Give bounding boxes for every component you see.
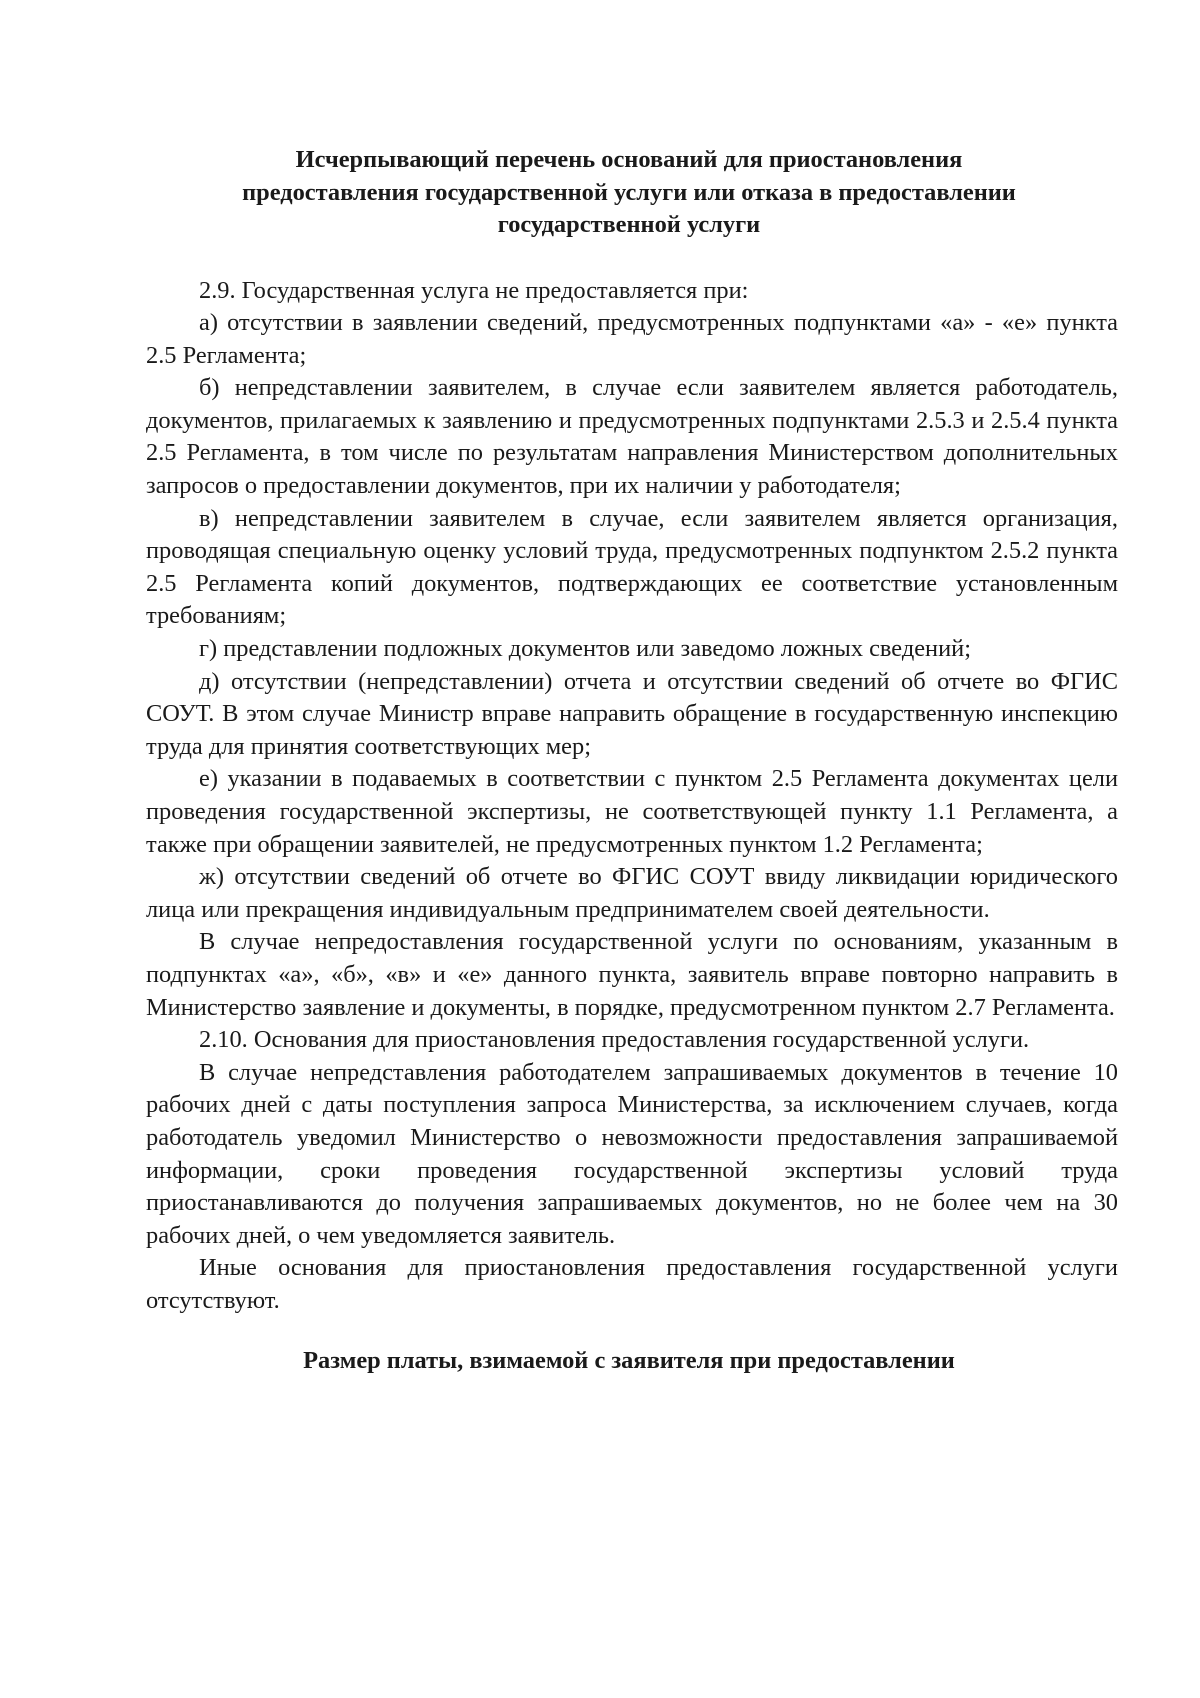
paragraph-item-b: б) непредставлении заявителем, в случае если заявителем является работодатель, документов, прилагаемых к заявлению и предусмотренных подпунктами 2.5.3 и 2.5.4 пункта 2.5 Регламента, в том числе по результатам направления Министерством дополнительных запросов о предоставлении документов, при их наличии у работодателя;	[146, 374, 1118, 500]
paragraph-suspension: В случае непредставления работодателем запрашиваемых документов в течение 10 рабочих дней с даты поступления запроса Министерства, за исключением случаев, когда работодатель уведомил Министерство о невозможности предоставления запрашиваемой информации, сроки проведения государственной экспертизы условий труда приостанавливаются до получения запрашиваемых документов, но не более чем на 30 рабочих дней, о чем уведомляется заявитель.	[146, 1058, 1118, 1249]
paragraph-item-a: а) отсутствии в заявлении сведений, предусмотренных подпунктами «а» - «е» пункта 2.5 Регламента;	[146, 309, 1118, 369]
heading-line-2: предоставления государственной услуги или отказа в предоставлении	[242, 178, 1016, 206]
paragraph-item-g: г) представлении подложных документов или заведомо ложных сведений;	[199, 635, 971, 663]
next-section-heading: Размер платы, взимаемой с заявителя при предоставлении	[303, 1346, 955, 1374]
paragraph-2-9: 2.9. Государственная услуга не предоставляется при:	[199, 276, 749, 304]
heading-line-3: государственной услуги	[497, 211, 761, 238]
paragraph-item-v: в) непредставлении заявителем в случае, если заявителем является организация, проводящая специальную оценку условий труда, предусмотренных подпунктом 2.5.2 пункта 2.5 Регламента копий документов, подтверждающих ее соответствие установленным требованиям;	[146, 504, 1118, 630]
document-body	[146, 275, 1118, 1318]
heading-line-1: Исчерпывающий перечень оснований для приостановления	[295, 146, 963, 173]
paragraph-2-10: 2.10. Основания для приостановления предоставления государственной услуги.	[199, 1026, 1030, 1054]
paragraph-item-e: е) указании в подаваемых в соответствии с пунктом 2.5 Регламента документах цели проведения государственной экспертизы, не соответствующей пункту 1.1 Регламента, а также при обращении заявителей, не предусмотренных пунктом 1.2 Регламента;	[146, 765, 1118, 858]
paragraph-other-grounds: Иные основания для приостановления предоставления государственной услуги отсутствуют.	[146, 1254, 1118, 1314]
paragraph-repeat-request: В случае непредоставления государственной услуги по основаниям, указанным в подпунктах «а», «б», «в» и «е» данного пункта, заявитель вправе повторно направить в Министерство заявление и документы, в порядке, предусмотренном пунктом 2.7 Регламента.	[146, 928, 1118, 1021]
paragraph-item-d: д) отсутствии (непредставлении) отчета и отсутствии сведений об отчете во ФГИС СОУТ. В этом случае Министр вправе направить обращение в государственную инспекцию труда для принятия соответствующих мер;	[146, 667, 1118, 760]
section-heading	[146, 144, 1118, 242]
paragraph-item-zh: ж) отсутствии сведений об отчете во ФГИС СОУТ ввиду ликвидации юридического лица или прекращения индивидуальным предпринимателем своей деятельности.	[146, 863, 1118, 923]
